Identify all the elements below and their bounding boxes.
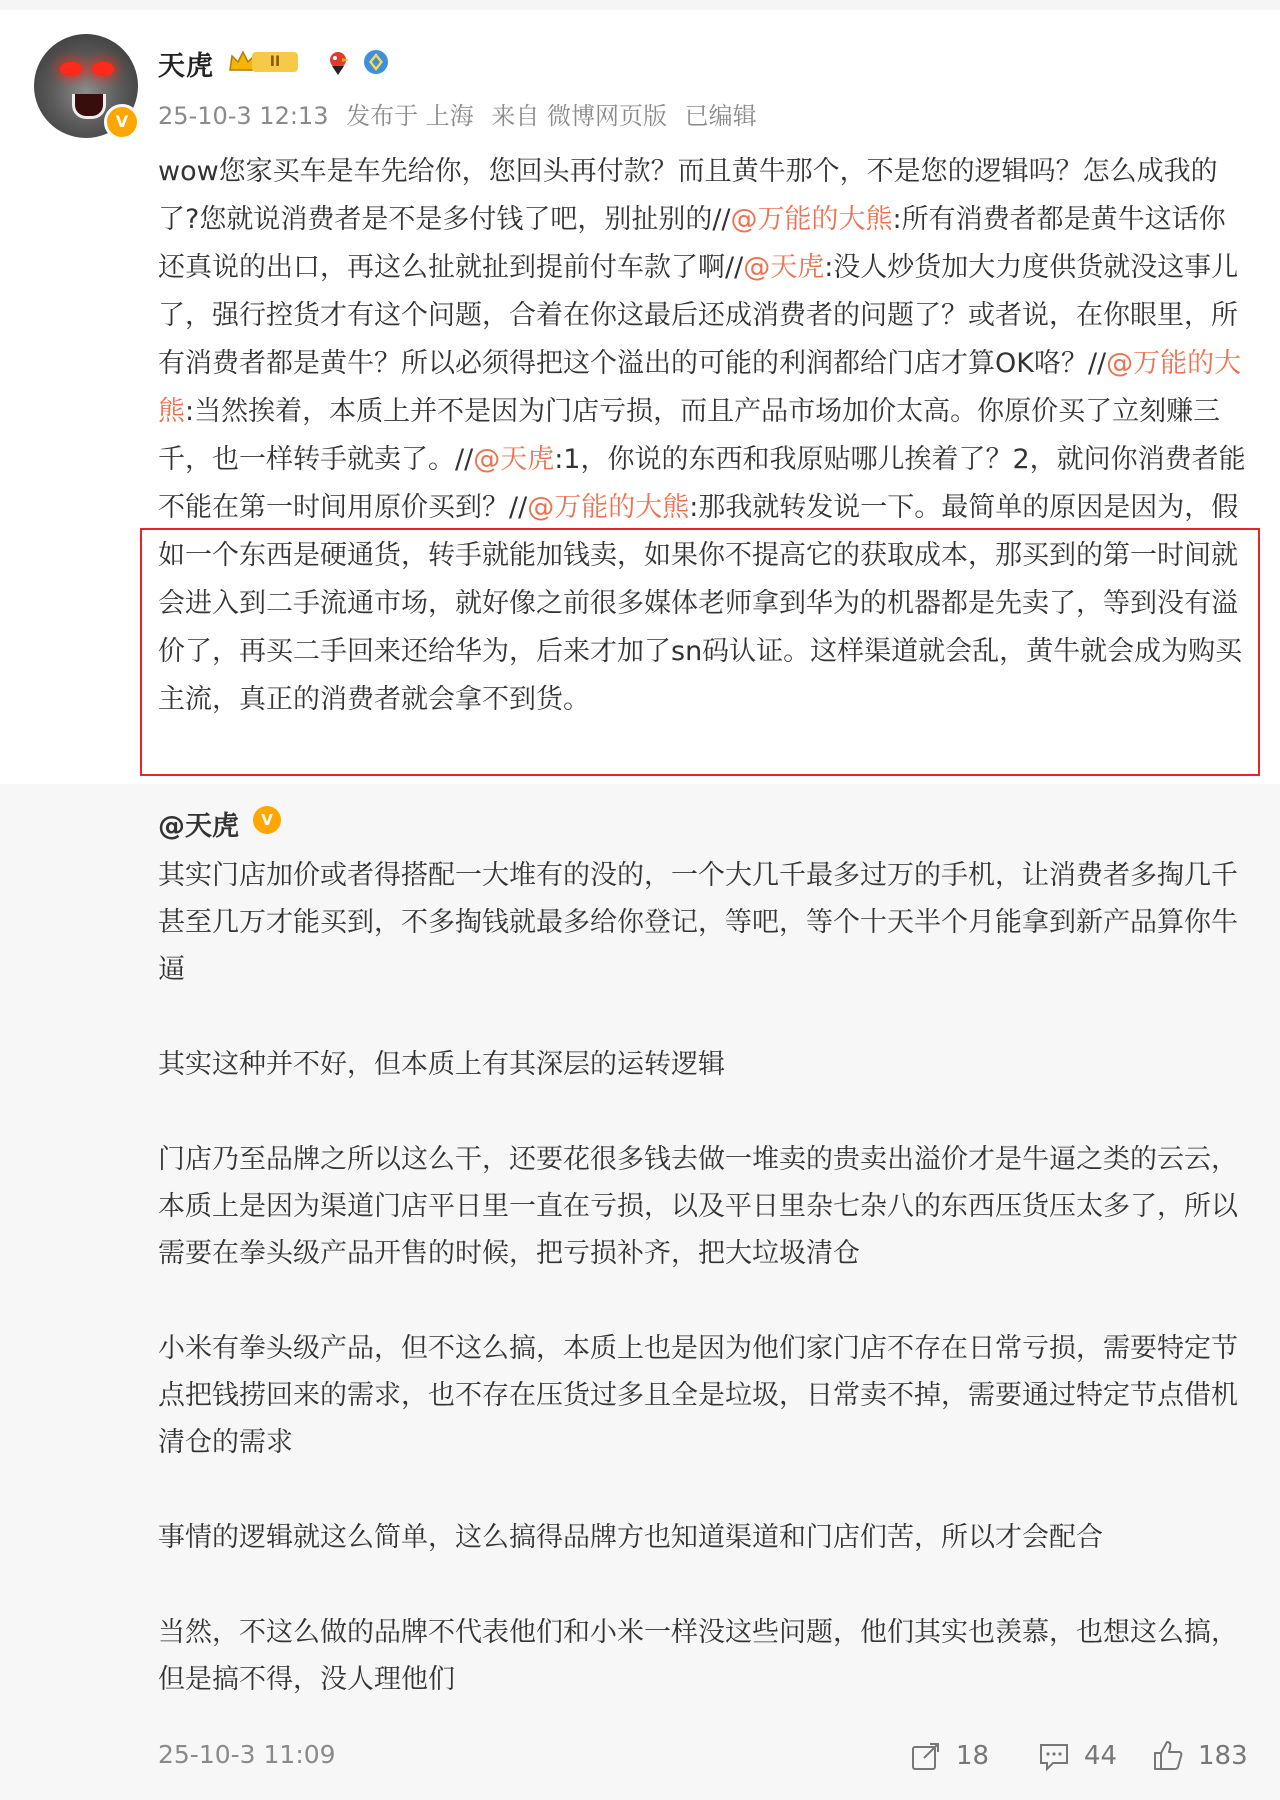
quoted-paragraph: 当然，不这么做的品牌不代表他们和小米一样没这些问题，他们其实也羡慕，也想这么搞，但是搞不得，没人理他们: [158, 1617, 1238, 1695]
mention-link[interactable]: @天虎: [743, 252, 825, 283]
mention-link[interactable]: @万能的大熊: [158, 348, 1242, 427]
quoted-timestamp[interactable]: 25-10-3 11:09: [158, 1740, 336, 1769]
quoted-paragraph: 小米有拳头级产品，但不这么搞，本质上也是因为他们家门店不存在日常亏损，需要特定节点把钱捞回来的需求，也不存在压货过多且全是垃圾，日常卖不掉，需要通过特定节点借机清仓的需求: [158, 1333, 1238, 1458]
post-timestamp[interactable]: 25-10-3 12:13: [158, 102, 329, 130]
quoted-paragraph: 其实这种并不好，但本质上有其深层的运转逻辑: [158, 1049, 725, 1080]
verified-v-icon: V: [104, 104, 140, 140]
comment-count: 44: [1084, 1741, 1118, 1771]
repost-button[interactable]: [908, 1736, 989, 1776]
comment-icon: [1036, 1738, 1072, 1774]
quoted-post: [0, 784, 1280, 1800]
post-text-segment: :当然挨着，本质上并不是因为门店亏损，而且产品市场加价太高。你原价买了立刻赚三千，也一样转手就卖了。//: [158, 396, 1221, 475]
mention-link[interactable]: @万能的大熊: [527, 492, 690, 523]
quoted-paragraph: 门店乃至品牌之所以这么干，还要花很多钱去做一堆卖的贵卖出溢价才是牛逼之类的云云，本质上是因为渠道门店平日里一直在亏损，以及平日里杂七杂八的东西压货压太多了，所以需要在拳头级产品开售的时候，把亏损补齐，把大垃圾清仓: [158, 1144, 1238, 1269]
verified-v-icon: V: [253, 806, 281, 834]
repost-icon: [908, 1738, 944, 1774]
post-text-segment: :所有消费者都是黄牛这话你还真说的出口，再这么扯就扯到提前付车款了啊//: [158, 204, 1226, 283]
quoted-author[interactable]: @天虎: [158, 811, 239, 842]
level-badge: II: [252, 52, 298, 72]
avatar[interactable]: [34, 34, 138, 138]
mention-link[interactable]: @天虎: [473, 444, 555, 475]
post-text-segment: :1，你说的东西和我原贴哪儿挨着了？2，就问你消费者能不能在第一时间用原价买到？//: [158, 444, 1246, 523]
like-button[interactable]: [1150, 1736, 1248, 1776]
diamond-badge-icon[interactable]: [362, 48, 390, 76]
quoted-paragraph: 事情的逻辑就这么简单，这么搞得品牌方也知道渠道和门店们苦，所以才会配合: [158, 1522, 1103, 1553]
post-meta: [158, 96, 767, 131]
bird-badge-icon[interactable]: [324, 48, 352, 76]
quoted-body: [158, 852, 1248, 1751]
crown-level-icon[interactable]: [228, 48, 302, 76]
avatar-mouth: [72, 94, 106, 119]
post-text-segment: :那我就转发说一下。最简单的原因是因为，假如一个东西是硬通货，转手就能加钱卖，如果你不提高它的获取成本，那买到的第一时间就会进入到二手流通市场，就好像之前很多媒体老师拿到华为的机器都是先卖了，等到没有溢价了，再买二手回来还给华为，后来才加了sn码认证。这样渠道就会乱，黄牛就会成为购买主流，真正的消费者就会拿不到货。: [158, 492, 1243, 715]
quoted-footer: [0, 1732, 1280, 1782]
like-count: 183: [1198, 1741, 1248, 1771]
post-text-segment: :没人炒货加大力度供货就没这事儿了，强行控货才有这个问题，合着在你这最后还成消费者的问题了？或者说，在你眼里，所有消费者都是黄牛？所以必须得把这个溢出的可能的利润都给门店才算OK咯？//: [158, 252, 1239, 379]
post-edited[interactable]: 已编辑: [684, 102, 757, 130]
post-text-segment: wow您家买车是车先给你，您回头再付款？而且黄牛那个，不是您的逻辑吗？怎么成我的了?您就说消费者是不是多付钱了吧，别扯别的//: [158, 156, 1218, 235]
post-source: 来自 微博网页版: [491, 102, 668, 130]
post-location: 发布于 上海: [346, 102, 474, 130]
top-strip: [0, 0, 1280, 10]
avatar-eye-right: [92, 62, 114, 76]
post-author-name[interactable]: 天虎: [158, 51, 214, 82]
mention-link[interactable]: @万能的大熊: [730, 204, 893, 235]
quoted-paragraph: 其实门店加价或者得搭配一大堆有的没的，一个大几千最多过万的手机，让消费者多掏几千甚至几万才能买到，不多掏钱就最多给你登记，等吧，等个十天半个月能拿到新产品算你牛逼: [158, 860, 1238, 985]
post-body: [158, 148, 1248, 724]
avatar-eye-left: [60, 62, 82, 76]
comment-button[interactable]: [1036, 1736, 1117, 1776]
like-icon: [1150, 1738, 1186, 1774]
repost-count: 18: [956, 1741, 990, 1771]
